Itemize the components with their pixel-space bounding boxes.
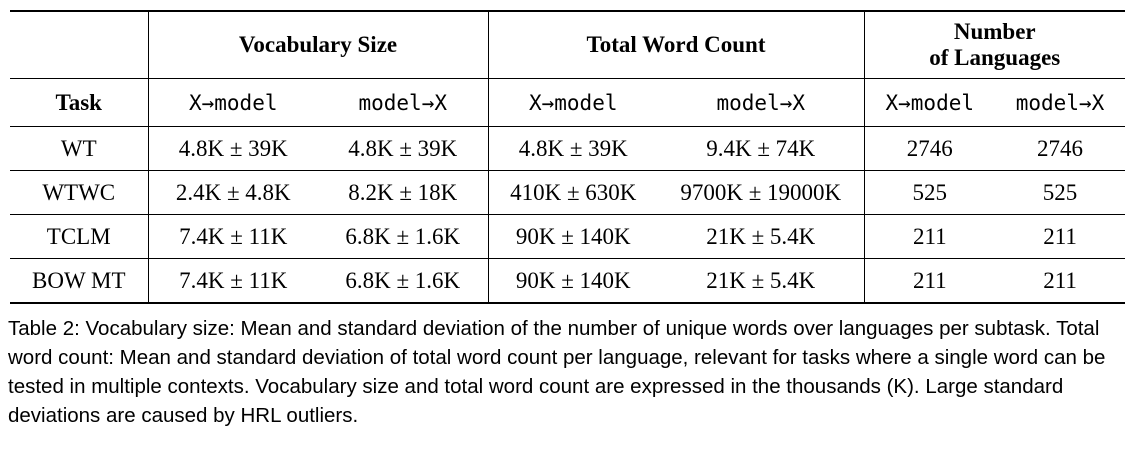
wc-m-cell: 9.4K ± 74K [658,127,864,171]
header-lang-model-to-x: model→X [1015,90,1105,115]
lang-m-cell: 2746 [995,127,1125,171]
vocab-x-cell: 4.8K ± 39K [148,127,318,171]
sub-header-row [10,79,1125,127]
vocab-x-cell: 7.4K ± 11K [148,259,318,304]
statistics-table-container [10,10,1125,304]
group-header-row [10,11,1125,79]
vocab-x-cell: 7.4K ± 11K [148,215,318,259]
header-languages-line2: of Languages [929,45,1061,70]
wc-m-cell: 21K ± 5.4K [658,215,864,259]
wc-x-cell: 90K ± 140K [488,215,658,259]
header-vocab-model-to-x: model→X [358,90,447,115]
header-total-word-count: Total Word Count [488,11,864,79]
wc-x-cell: 410K ± 630K [488,171,658,215]
vocab-m-cell: 6.8K ± 1.6K [318,259,488,304]
task-cell: WT [10,127,148,171]
table-row [10,215,1125,259]
vocab-m-cell: 4.8K ± 39K [318,127,488,171]
lang-x-cell: 2746 [864,127,995,171]
vocab-x-cell: 2.4K ± 4.8K [148,171,318,215]
lang-x-cell: 525 [864,171,995,215]
wc-m-cell: 21K ± 5.4K [658,259,864,304]
vocab-m-cell: 8.2K ± 18K [318,171,488,215]
header-wc-x-to-model: X→model [528,90,618,115]
caption-text: Vocabulary size: Mean and standard deviation of the number of unique words over languages per subtask. Total word count: Mean and standard deviation of total word count per language, relevant for tasks where a single word can be tested in multiple contexts. Vocabulary size and total word count are expressed in the thousands (K). Large standard deviations are caused by HRL outliers. [8,317,1106,427]
header-vocabulary-size: Vocabulary Size [148,11,488,79]
header-wc-model-to-x: model→X [716,90,806,115]
header-task: Task [10,79,148,127]
header-number-of-languages [864,11,1125,79]
task-cell: BOW MT [10,259,148,304]
header-blank [10,11,148,79]
table-caption [8,314,1133,430]
lang-m-cell: 525 [995,171,1125,215]
caption-label: Table 2: [8,317,80,340]
lang-m-cell: 211 [995,259,1125,304]
statistics-table [10,10,1125,304]
wc-x-cell: 90K ± 140K [488,259,658,304]
lang-x-cell: 211 [864,215,995,259]
task-cell: TCLM [10,215,148,259]
header-lang-x-to-model: X→model [885,90,975,115]
table-row [10,127,1125,171]
lang-m-cell: 211 [995,215,1125,259]
header-vocab-x-to-model: X→model [188,90,278,115]
table-row [10,171,1125,215]
wc-x-cell: 4.8K ± 39K [488,127,658,171]
table-row [10,259,1125,304]
task-cell: WTWC [10,171,148,215]
header-languages-line1: Number [953,19,1036,44]
lang-x-cell: 211 [864,259,995,304]
vocab-m-cell: 6.8K ± 1.6K [318,215,488,259]
wc-m-cell: 9700K ± 19000K [658,171,864,215]
